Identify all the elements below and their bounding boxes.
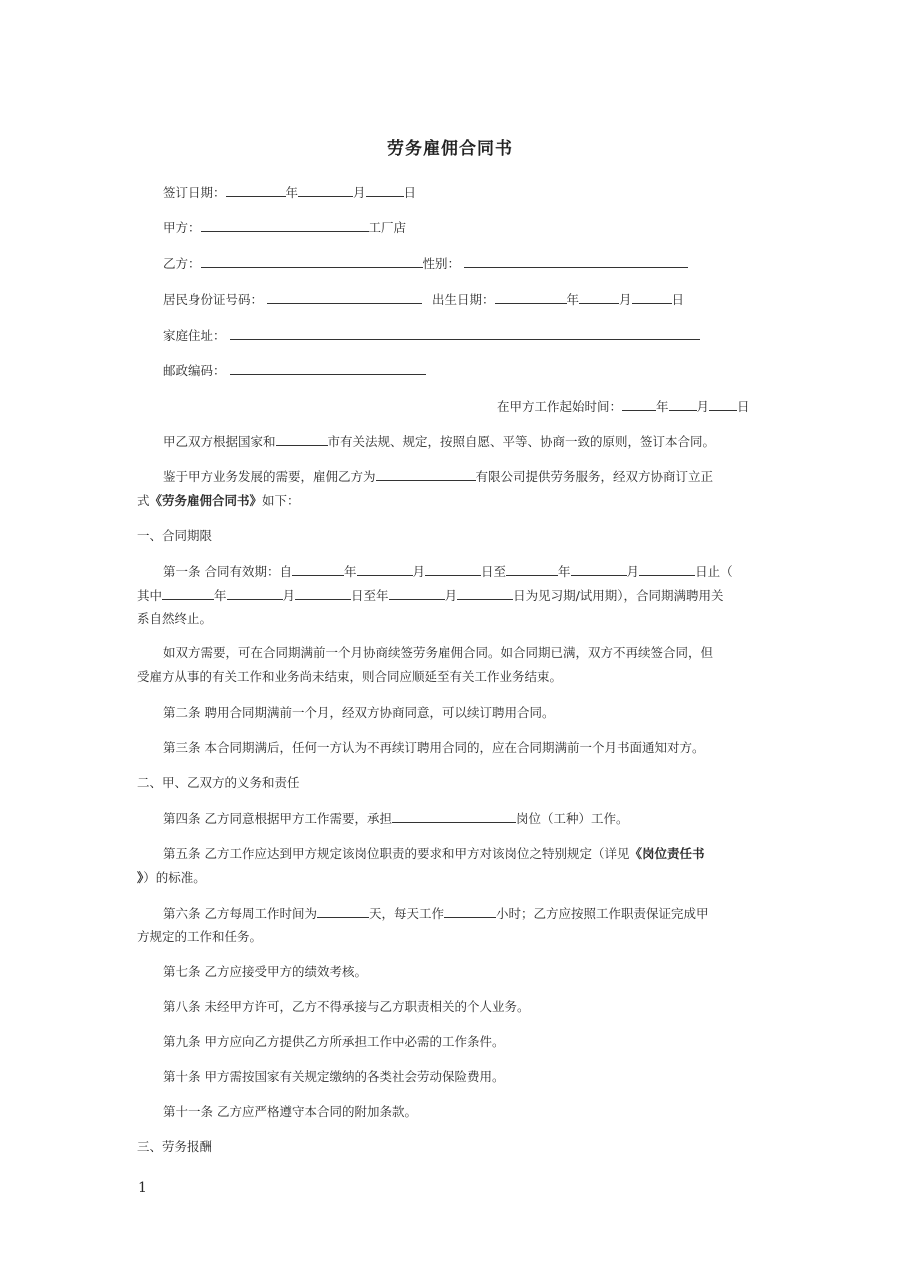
article-text: 日至年 <box>351 588 389 603</box>
month-label: 月 <box>619 292 632 307</box>
intro-paragraph-1 <box>163 433 715 450</box>
company-blank[interactable] <box>376 468 476 481</box>
article-text: 日止（ <box>695 564 733 579</box>
article-8: 第八条 未经甲方许可，乙方不得承接与乙方职责相关的个人业务。 <box>163 999 530 1014</box>
article-text: 天，每天工作 <box>368 906 444 921</box>
sign-date-line <box>163 184 416 201</box>
year-label: 年 <box>656 399 669 414</box>
section-heading: 三、劳务报酬 <box>137 1139 213 1154</box>
address-blank[interactable] <box>230 327 700 340</box>
month-label: 月 <box>696 399 710 414</box>
party-a-label: 甲方： <box>163 220 201 235</box>
sign-month-blank[interactable] <box>298 184 353 197</box>
party-b-blank[interactable] <box>201 255 423 268</box>
year-label: 年 <box>558 564 571 579</box>
article-text: 第一条 合同有效期：自 <box>163 564 292 579</box>
birth-label: 出生日期： <box>432 292 495 307</box>
month-label: 月 <box>353 185 366 200</box>
id-blank[interactable] <box>267 291 422 304</box>
gender-label: 性别： <box>422 256 461 271</box>
renewal-paragraph: 如双方需要，可在合同期满前一个月协商续签劳务雇佣合同。如合同期已满，双方不再续签合同，但 <box>163 645 714 660</box>
sign-day-blank[interactable] <box>366 184 404 197</box>
article-4 <box>163 810 629 827</box>
trial-start-year-blank[interactable] <box>162 587 214 600</box>
postcode-line <box>163 362 426 379</box>
term-start-year-blank[interactable] <box>292 563 344 576</box>
job-duty-doc-ref: 》 <box>137 870 144 885</box>
day-label: 日 <box>737 399 750 414</box>
article-1-cont: 系自然终止。 <box>137 611 213 626</box>
intro-paragraph-2 <box>163 468 713 485</box>
year-label: 年 <box>214 588 227 603</box>
section-heading: 一、合同期限 <box>137 528 213 543</box>
article-5 <box>163 846 705 862</box>
birth-month-blank[interactable] <box>579 291 619 304</box>
month-label: 月 <box>444 588 458 603</box>
year-label: 年 <box>343 564 357 579</box>
article-text: 第六条 乙方每周工作时间为 <box>163 906 317 921</box>
postcode-blank[interactable] <box>230 362 426 375</box>
trial-start-month-blank[interactable] <box>227 587 283 600</box>
article-text: 日为见习期/试用期），合同期满聘用关 <box>513 588 724 603</box>
term-start-day-blank[interactable] <box>425 563 481 576</box>
hours-per-day-blank[interactable] <box>444 905 496 918</box>
intro-p1-text: 甲乙双方根据国家和 <box>163 434 276 449</box>
article-1-cont <box>137 587 724 604</box>
start-month-blank[interactable] <box>669 398 697 411</box>
article-11: 第十一条 乙方应严格遵守本合同的附加条款。 <box>163 1104 417 1119</box>
term-start-month-blank[interactable] <box>357 563 413 576</box>
article-text: 其中 <box>137 588 163 603</box>
article-9: 第九条 甲方应向乙方提供乙方所承担工作中必需的工作条件。 <box>163 1034 505 1049</box>
term-end-month-blank[interactable] <box>571 563 627 576</box>
article-6 <box>163 905 709 922</box>
year-label: 年 <box>285 185 299 200</box>
article-text: 第五条 乙方工作应达到甲方规定该岗位职责的要求和甲方对该岗位之特别规定（详见 <box>163 846 630 861</box>
term-end-year-blank[interactable] <box>506 563 558 576</box>
article-text: 第四条 乙方同意根据甲方工作需要，承担 <box>163 811 392 826</box>
trial-start-day-blank[interactable] <box>295 587 351 600</box>
start-day-blank[interactable] <box>709 398 737 411</box>
start-year-blank[interactable] <box>622 398 656 411</box>
city-blank[interactable] <box>276 433 328 446</box>
contract-title-ref: 《劳务雇佣合同书》 <box>149 493 263 508</box>
trial-end-day-blank[interactable] <box>457 587 513 600</box>
sign-year-blank[interactable] <box>226 184 286 197</box>
article-text: 岗位（工种）工作。 <box>515 811 629 826</box>
day-label: 日 <box>403 185 417 200</box>
party-a-line <box>163 219 406 236</box>
page-number: 1 <box>138 1180 147 1196</box>
article-7: 第七条 乙方应接受甲方的绩效考核。 <box>163 964 367 979</box>
intro-paragraph-2-cont <box>137 493 300 509</box>
party-a-blank[interactable] <box>201 219 369 232</box>
article-10: 第十条 甲方需按国家有关规定缴纳的各类社会劳动保险费用。 <box>163 1069 505 1084</box>
article-text: ）的标准。 <box>143 870 206 885</box>
document-title: 劳务雇佣合同书 <box>387 139 513 159</box>
party-a-suffix: 工厂店 <box>368 220 407 235</box>
id-birth-line <box>163 291 684 308</box>
start-date-label: 在甲方工作起始时间： <box>497 399 623 414</box>
article-6-cont: 方规定的工作和任务。 <box>137 929 263 944</box>
gender-blank[interactable] <box>464 255 688 268</box>
days-per-week-blank[interactable] <box>317 905 369 918</box>
section-heading: 二、甲、乙双方的义务和责任 <box>137 775 300 790</box>
article-5-cont <box>137 870 206 886</box>
article-3: 第三条 本合同期满后，任何一方认为不再续订聘用合同的，应在合同期满前一个月书面通知对方。 <box>163 740 705 755</box>
address-line <box>163 327 700 344</box>
party-b-label: 乙方： <box>163 256 201 271</box>
birth-year-blank[interactable] <box>495 291 567 304</box>
month-label: 月 <box>412 564 426 579</box>
position-blank[interactable] <box>392 810 516 823</box>
party-b-line <box>163 255 688 272</box>
intro-p2-text: 式 <box>137 493 150 508</box>
intro-p2-text: 如下： <box>262 493 300 508</box>
postcode-label: 邮政编码： <box>163 363 226 378</box>
id-label: 居民身份证号码： <box>163 292 264 307</box>
article-text: 日至 <box>481 564 507 579</box>
job-duty-doc-ref: 《岗位责任书 <box>629 846 705 861</box>
term-end-day-blank[interactable] <box>639 563 695 576</box>
intro-p2-text: 有限公司提供劳务服务，经双方协商订立正 <box>475 469 714 484</box>
trial-end-month-blank[interactable] <box>389 587 445 600</box>
article-text: 小时；乙方应按照工作职责保证完成甲 <box>496 906 709 921</box>
day-label: 日 <box>671 292 685 307</box>
year-label: 年 <box>566 292 580 307</box>
renewal-paragraph-cont: 受雇方从事的有关工作和业务尚未结束，则合同应顺延至有关工作业务结束。 <box>137 669 563 684</box>
intro-p2-text: 鉴于甲方业务发展的需要，雇佣乙方为 <box>163 469 376 484</box>
article-2: 第二条 聘用合同期满前一个月，经双方协商同意，可以续订聘用合同。 <box>163 705 555 720</box>
month-label: 月 <box>282 588 296 603</box>
address-label: 家庭住址： <box>163 328 226 343</box>
start-date-line <box>497 398 750 415</box>
month-label: 月 <box>626 564 640 579</box>
sign-date-label: 签订日期： <box>163 185 226 200</box>
birth-day-blank[interactable] <box>632 291 672 304</box>
article-1 <box>163 563 733 580</box>
intro-p1-text: 市有关法规、规定，按照自愿、平等、协商一致的原则，签订本合同。 <box>327 434 716 449</box>
